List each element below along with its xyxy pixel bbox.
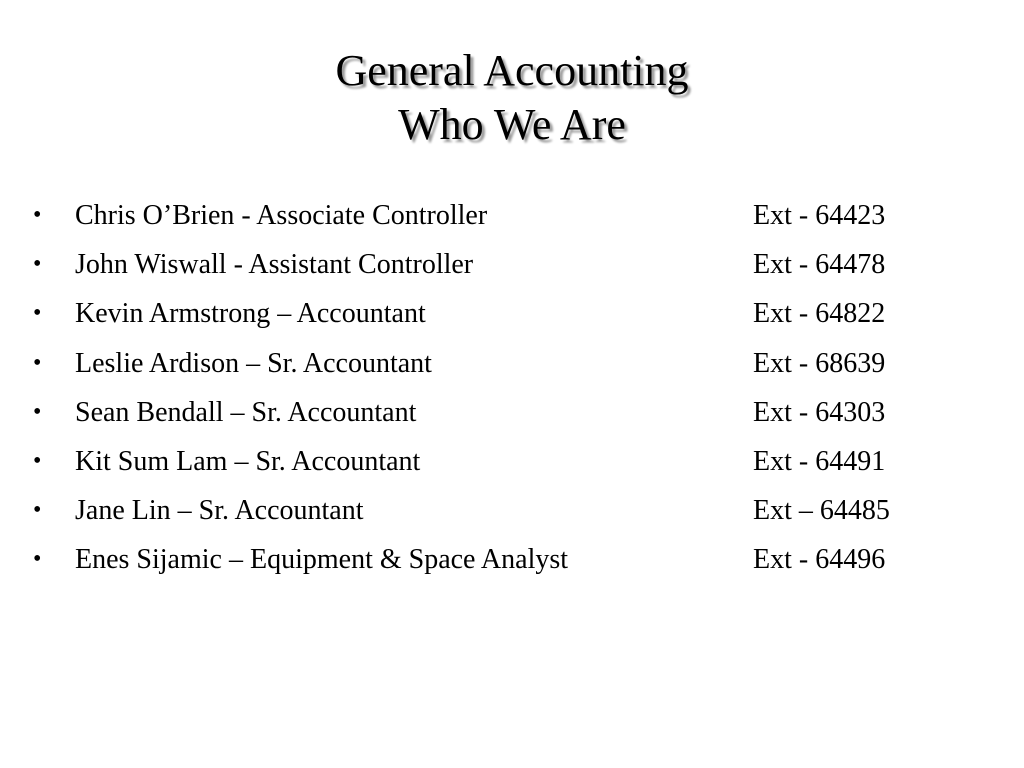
staff-name-title: Enes Sijamic – Equipment & Space Analyst xyxy=(75,544,569,576)
staff-list-item xyxy=(0,289,1024,338)
bullet-icon: • xyxy=(33,398,42,425)
staff-list-item xyxy=(0,191,1024,240)
staff-list-item xyxy=(0,486,1024,535)
bullet-icon: • xyxy=(33,202,42,228)
staff-extension: Ext - 64822 xyxy=(753,298,886,330)
staff-name-title: Leslie Ardison – Sr. Accountant xyxy=(75,347,432,379)
bullet-icon: • xyxy=(33,349,42,376)
staff-extension: Ext - 64423 xyxy=(753,200,886,231)
staff-name-title: Jane Lin – Sr. Accountant xyxy=(75,495,364,527)
staff-list xyxy=(0,191,1024,585)
staff-list-item xyxy=(0,240,1024,289)
slide-title xyxy=(0,44,1024,152)
bullet-icon: • xyxy=(33,300,42,327)
staff-extension: Ext - 68639 xyxy=(753,347,886,379)
staff-extension: Ext - 64496 xyxy=(753,544,886,576)
title-line-general-accounting: General Accounting xyxy=(335,46,689,95)
staff-extension: Ext - 64478 xyxy=(753,249,886,281)
staff-name-title: Chris O’Brien - Associate Controller xyxy=(75,200,488,231)
staff-name-title: Kit Sum Lam – Sr. Accountant xyxy=(75,445,421,477)
staff-name-title: Kevin Armstrong – Accountant xyxy=(75,298,426,330)
staff-list-item xyxy=(0,535,1024,584)
staff-extension: Ext - 64491 xyxy=(753,445,886,477)
bullet-icon: • xyxy=(33,546,42,573)
staff-name-title: Sean Bendall – Sr. Accountant xyxy=(75,396,417,428)
bullet-icon: • xyxy=(33,447,42,474)
staff-list-item xyxy=(0,388,1024,437)
staff-extension: Ext – 64485 xyxy=(753,495,890,527)
title-line-who-we-are: Who We Are xyxy=(398,100,626,149)
staff-name-title: John Wiswall - Assistant Controller xyxy=(75,249,474,281)
staff-list-item xyxy=(0,437,1024,486)
bullet-icon: • xyxy=(33,497,42,524)
staff-extension: Ext - 64303 xyxy=(753,396,886,428)
bullet-icon: • xyxy=(33,251,42,278)
staff-list-item xyxy=(0,339,1024,388)
